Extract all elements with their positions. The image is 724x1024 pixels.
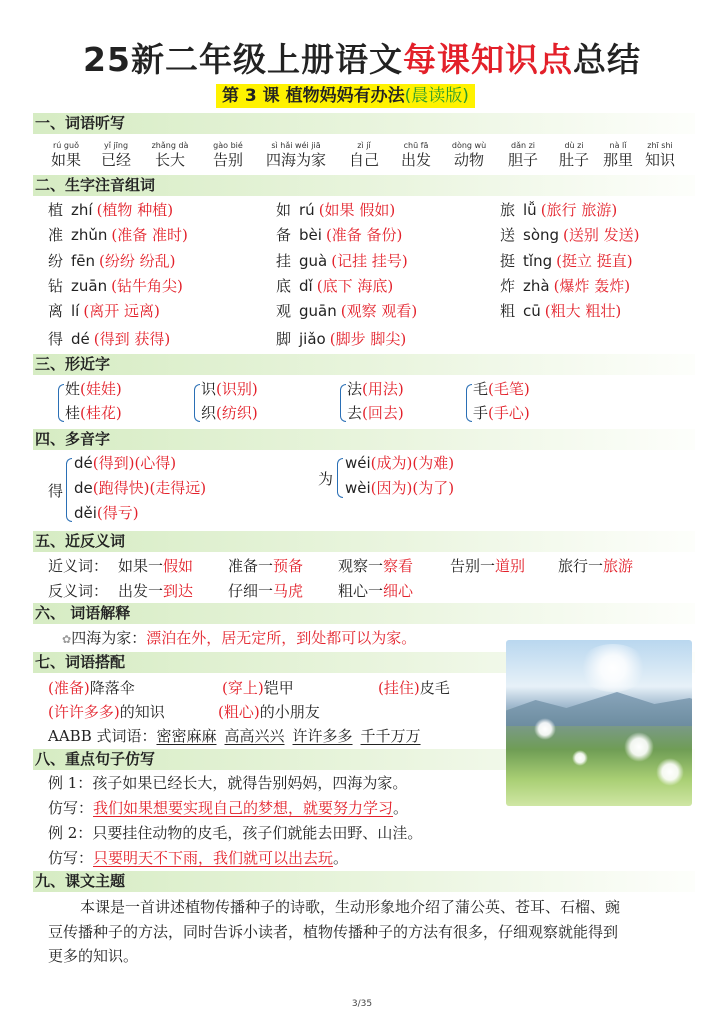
character: 法 (347, 380, 363, 398)
word-pinyin: dǎn zi (510, 141, 535, 150)
section-heading-6: 六、 词语解释 (33, 603, 695, 624)
character-entry (48, 199, 173, 220)
pronunciation-entry (74, 502, 139, 523)
character-pinyin: bèi (299, 226, 322, 244)
dictation-word: 长大 (154, 151, 185, 169)
character-pinyin: cū (523, 302, 541, 320)
word-b: 道别 (495, 557, 526, 575)
word-a: 仔细一 (228, 582, 274, 600)
section-heading-4: 四、多音字 (33, 429, 695, 450)
word-b: 细心 (383, 582, 414, 600)
imitation-end: 。 (393, 799, 409, 817)
sun-glow (578, 644, 648, 692)
character-entry (500, 250, 633, 271)
aabb-words (48, 725, 429, 746)
synonym-pair (450, 555, 525, 576)
character: 脚 (276, 330, 292, 348)
synonym-pair (228, 555, 303, 576)
character-words: (钻牛角尖) (111, 277, 183, 295)
imitation-sentence-2 (48, 847, 348, 868)
similar-character-entry (473, 402, 530, 423)
lesson-name: 第 3 课 植物妈妈有办法 (222, 86, 405, 106)
collocation-target: 皮毛 (419, 679, 450, 697)
character-entry (276, 275, 393, 296)
word-b: 察看 (383, 557, 414, 575)
dictation-word: 胆子 (507, 151, 538, 169)
similar-character-entry (65, 378, 122, 399)
brace-icon (58, 384, 64, 422)
aabb-word: 高高兴兴 (224, 727, 285, 745)
imitation-label: 仿写： (48, 799, 94, 817)
character-words: (记挂 挂号) (331, 252, 408, 270)
collocation-word: (粗心) (218, 703, 260, 721)
collocation-target: 降落伞 (89, 679, 135, 697)
dictation-word: 告别 (212, 151, 243, 169)
dictation-word: 那里 (602, 151, 633, 169)
pronunciation-pinyin: de (74, 479, 93, 497)
character-words: (得到 获得) (93, 330, 171, 348)
pronunciation-entry (74, 452, 176, 473)
character-words: (观察 观看) (340, 302, 418, 320)
character-entry (276, 199, 395, 220)
word-b: 旅游 (603, 557, 634, 575)
word-pinyin: gào bié (213, 141, 243, 150)
word-pinyin: nà lǐ (609, 141, 627, 150)
similar-character-entry (347, 402, 404, 423)
collocation-word: (挂住) (378, 679, 420, 697)
word-a: 旅行一 (558, 557, 604, 575)
character: 备 (276, 226, 292, 244)
character-words: (如果 假如) (318, 201, 396, 219)
character-words: (植物 种植) (96, 201, 174, 219)
character-pinyin: fēn (71, 252, 96, 270)
pronunciation-words: (跑得快)(走得远) (92, 479, 207, 497)
character: 如 (276, 201, 292, 219)
title-highlight: 每课知识点 (402, 40, 573, 79)
title-part-1: 25新二年级上册语文 (83, 40, 403, 79)
brace-icon (340, 384, 346, 422)
section-heading-8: 八、重点句子仿写 (33, 749, 695, 770)
brace-icon (194, 384, 200, 422)
character-pinyin: guà (299, 252, 328, 270)
character: 钻 (48, 277, 64, 295)
flower-icon: ✿ (62, 633, 72, 646)
term-definition: 漂泊在外，居无定所，到处都可以为家。 (146, 629, 417, 647)
character-pinyin: dé (71, 330, 90, 348)
collocation-word: (许许多多) (48, 703, 120, 721)
character: 挂 (276, 252, 292, 270)
similar-character-entry (347, 378, 404, 399)
word-a: 如果一 (118, 557, 164, 575)
character: 观 (276, 302, 292, 320)
aabb-word: 密密麻麻 (156, 727, 217, 745)
word-b: 到达 (163, 582, 194, 600)
word-pinyin: rú guǒ (53, 141, 79, 150)
imitation-sentence-1 (48, 797, 408, 818)
character: 手 (473, 404, 489, 422)
character: 毛 (473, 380, 489, 398)
character-pinyin: zhí (71, 201, 93, 219)
section-heading-2: 二、生字注音组词 (33, 175, 695, 196)
word-pinyin: zhī shi (647, 141, 673, 150)
character: 识 (201, 380, 217, 398)
section-heading-5: 五、近反义词 (33, 531, 695, 552)
aabb-label: AABB 式词语： (48, 727, 157, 745)
character-word: (手心) (488, 404, 530, 422)
character: 去 (347, 404, 363, 422)
character-entry (48, 250, 176, 271)
antonym-label: 反义词： (48, 582, 109, 600)
pronunciation-words: (得亏) (96, 504, 139, 522)
word-b: 马虎 (273, 582, 304, 600)
synonym-label: 近义词： (48, 557, 109, 575)
collocation-target: 铠甲 (263, 679, 294, 697)
word-b: 假如 (163, 557, 194, 575)
character-entry (500, 300, 621, 321)
character: 姓 (65, 380, 81, 398)
brace-icon (466, 384, 472, 422)
example-sentence-2 (48, 822, 422, 843)
character-words: (挺立 挺直) (556, 252, 633, 270)
dictation-word: 肚子 (558, 151, 589, 169)
character-word: (毛笔) (488, 380, 530, 398)
character: 织 (201, 404, 217, 422)
character: 炸 (500, 277, 516, 295)
collocation-target: 的知识 (119, 703, 165, 721)
imitation-end: 。 (333, 849, 349, 867)
character: 底 (276, 277, 292, 295)
character: 旅 (500, 201, 516, 219)
example-text: 只要挂住动物的皮毛，孩子们就能去田野、山洼。 (92, 824, 423, 842)
collocation-target: 的小朋友 (259, 703, 320, 721)
dandelion-landscape-image (506, 640, 692, 806)
synonym-pair (118, 555, 193, 576)
character-words: (离开 远离) (83, 302, 160, 320)
brace-icon (66, 458, 72, 522)
character: 挺 (500, 252, 516, 270)
dictation-word: 出发 (400, 151, 431, 169)
collocation-word: (穿上) (222, 679, 264, 697)
character-word: (回去) (362, 404, 404, 422)
character: 纷 (48, 252, 64, 270)
character-pinyin: guān (299, 302, 337, 320)
character: 送 (500, 226, 516, 244)
character-entry (276, 250, 408, 271)
character: 桂 (65, 404, 81, 422)
word-a: 准备一 (228, 557, 274, 575)
theme-line: 豆传播种子的方法，同时告诉小读者，植物传播种子的方法有很多，仔细观察就能得到 (48, 923, 619, 941)
title-part-2: 总结 (572, 40, 641, 79)
character-words: (送别 发送) (563, 226, 640, 244)
dandelion-icon (534, 718, 556, 740)
character: 准 (48, 226, 64, 244)
lesson-subtitle (216, 84, 475, 108)
character: 粗 (500, 302, 516, 320)
word-a: 粗心一 (338, 582, 384, 600)
character-pinyin: zuān (71, 277, 108, 295)
pronunciation-words: (得到)(心得) (92, 454, 177, 472)
imitation-label: 仿写： (48, 849, 94, 867)
character-pinyin: sòng (523, 226, 560, 244)
character: 离 (48, 302, 64, 320)
collocation-pair (378, 677, 450, 698)
edition-label: (晨读版) (404, 86, 469, 106)
imitation-text: 只要明天不下雨，我们就可以出去玩 (93, 849, 334, 867)
page-title (0, 34, 724, 81)
similar-character-entry (201, 378, 258, 399)
word-a: 告别一 (450, 557, 496, 575)
page-number: 3/35 (351, 999, 373, 1009)
word-a: 出发一 (118, 582, 164, 600)
antonym-pair (228, 580, 303, 601)
word-pinyin: zhǎng dà (151, 141, 189, 150)
word-b: 预备 (273, 557, 304, 575)
character-word: (用法) (362, 380, 404, 398)
section-heading-1: 一、词语听写 (33, 113, 695, 134)
word-pinyin: dòng wù (451, 141, 487, 150)
dictation-word: 自己 (348, 151, 379, 169)
character-words: (纷纷 纷乱) (99, 252, 176, 270)
character-pinyin: rú (299, 201, 315, 219)
imitation-text: 我们如果想要实现自己的梦想，就要努力学习 (93, 799, 394, 817)
character-entry (48, 328, 170, 349)
collocation-pair (48, 701, 165, 722)
character-pinyin: lǚ (523, 201, 537, 219)
character-entry (276, 224, 402, 245)
collocation-pair (48, 677, 135, 698)
character: 植 (48, 201, 64, 219)
pronunciation-entry (74, 477, 206, 498)
pronunciation-pinyin: wéi (345, 454, 371, 472)
similar-character-entry (473, 378, 530, 399)
character-entry (276, 300, 417, 321)
dictation-word: 四海为家 (265, 151, 326, 169)
character-pinyin: zhà (523, 277, 550, 295)
antonym-pair (338, 580, 413, 601)
synonym-pair (558, 555, 633, 576)
character-entry (48, 300, 160, 321)
dandelion-icon (572, 750, 588, 766)
mountain-shape (506, 686, 692, 726)
character-entry (500, 275, 630, 296)
word-a: 观察一 (338, 557, 384, 575)
example-label: 例 2： (48, 824, 93, 842)
character-entry (48, 224, 188, 245)
collocation-word: (准备) (48, 679, 90, 697)
character-words: (旅行 旅游) (540, 201, 618, 219)
polyphonic-character: 得 (48, 482, 64, 500)
character-pinyin: zhǔn (71, 226, 108, 244)
pronunciation-entry (345, 477, 454, 498)
pronunciation-words: (成为)(为难) (370, 454, 455, 472)
aabb-word: 许许多多 (292, 727, 353, 745)
character-word: (识别) (216, 380, 258, 398)
word-pinyin: yǐ jīng (103, 141, 129, 150)
word-pinyin: sì hǎi wéi jiā (271, 141, 321, 150)
pronunciation-pinyin: dé (74, 454, 93, 472)
dictation-word: 如果 (50, 151, 81, 169)
character-words: (爆炸 轰炸) (553, 277, 631, 295)
pronunciation-pinyin: děi (74, 504, 97, 522)
example-label: 例 1： (48, 774, 93, 792)
similar-character-entry (201, 402, 258, 423)
antonym-pair (118, 580, 193, 601)
character-entry (500, 199, 617, 220)
character: 得 (48, 330, 64, 348)
pronunciation-entry (345, 452, 454, 473)
collocation-pair (218, 701, 320, 722)
aabb-word: 千千万万 (360, 727, 421, 745)
polyphonic-character: 为 (318, 470, 334, 488)
dictation-word: 已经 (100, 151, 131, 169)
dandelion-icon (656, 758, 684, 786)
explained-term: 四海为家： (71, 629, 147, 647)
word-pinyin: chū fā (403, 141, 429, 150)
section-heading-9: 九、课文主题 (33, 871, 695, 892)
brace-icon (337, 458, 343, 498)
example-text: 孩子如果已经长大，就得告别妈妈，四海为家。 (92, 774, 408, 792)
character-entry (500, 224, 640, 245)
dictation-word: 知识 (644, 151, 675, 169)
character-word: (桂花) (80, 404, 122, 422)
character-pinyin: tǐng (523, 252, 553, 270)
theme-line: 更多的知识。 (48, 947, 139, 965)
character-words: (粗大 粗壮) (544, 302, 622, 320)
section-heading-3: 三、形近字 (33, 354, 695, 375)
similar-character-entry (65, 402, 122, 423)
character-words: (准备 准时) (111, 226, 188, 244)
character-entry (276, 328, 406, 349)
character-pinyin: lí (71, 302, 80, 320)
pronunciation-words: (因为)(为了) (370, 479, 455, 497)
dictation-word: 动物 (453, 151, 484, 169)
dandelion-icon (624, 732, 654, 762)
word-explanation (62, 627, 416, 648)
word-pinyin: zì jǐ (357, 141, 371, 150)
character-pinyin: dǐ (299, 277, 313, 295)
character-words: (脚步 脚尖) (329, 330, 407, 348)
character-pinyin: jiǎo (299, 330, 326, 348)
synonym-pair (338, 555, 413, 576)
theme-line: 本课是一首讲述植物传播种子的诗歌，生动形象地介绍了蒲公英、苍耳、石榴、豌 (80, 898, 621, 916)
example-sentence-1 (48, 772, 407, 793)
character-words: (底下 海底) (316, 277, 394, 295)
character-words: (准备 备份) (325, 226, 403, 244)
section-heading-7: 七、词语搭配 (33, 652, 695, 673)
character-word: (娃娃) (80, 380, 122, 398)
pronunciation-pinyin: wèi (345, 479, 371, 497)
collocation-pair (222, 677, 294, 698)
character-word: (纺织) (216, 404, 258, 422)
word-pinyin: dù zi (564, 141, 584, 150)
character-entry (48, 275, 183, 296)
